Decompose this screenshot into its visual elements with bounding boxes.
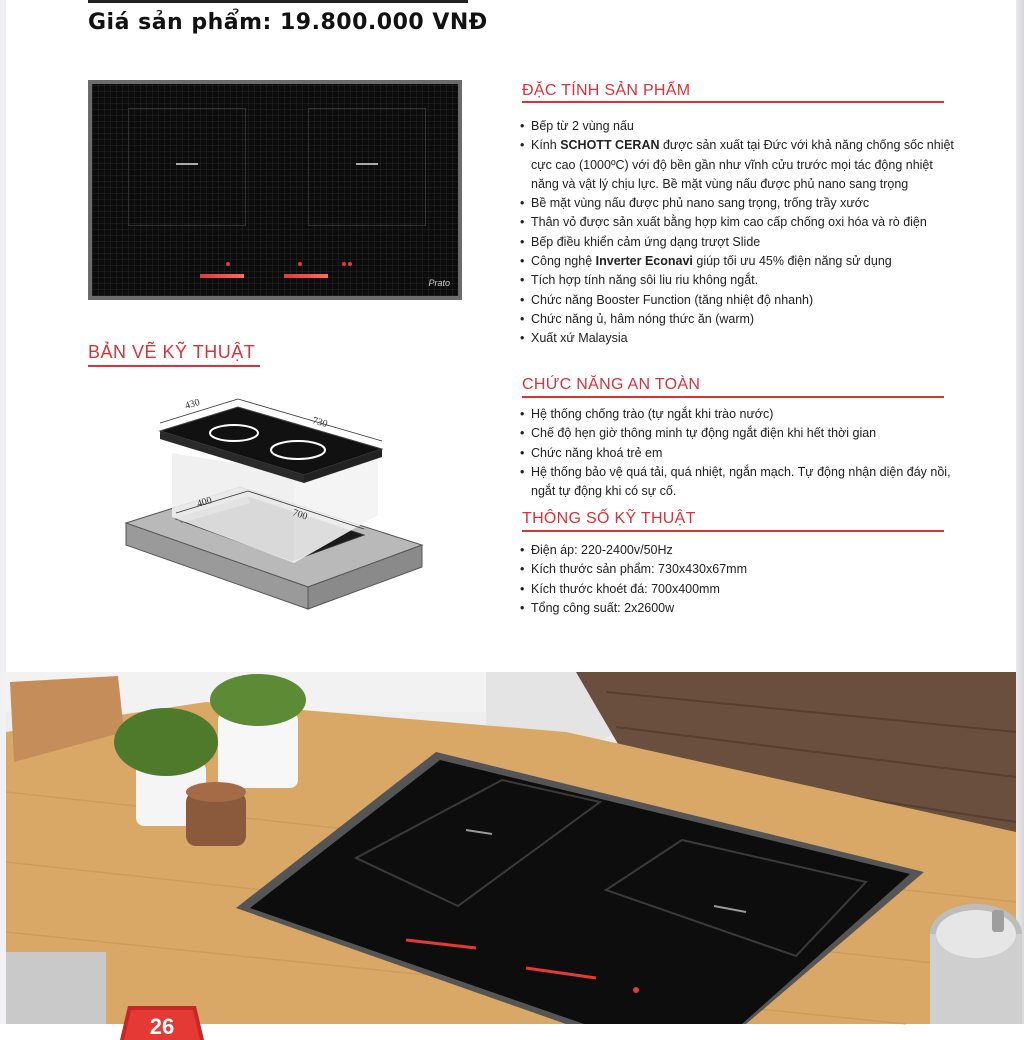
safety-list <box>518 405 958 501</box>
features-title-underline <box>522 101 944 103</box>
list-item: • Tổng công suất: 2x2600w <box>518 599 958 618</box>
list-item: • Thân vỏ được sản xuất bằng hợp kim cao cấp chống oxi hóa và rò điện <box>518 213 958 232</box>
list-item: • Xuất xứ Malaysia <box>518 329 958 348</box>
item-text: Công nghệ <box>531 254 596 269</box>
product-price: Giá sản phẩm: 19.800.000 VNĐ <box>88 10 488 35</box>
cooking-zone-left <box>128 108 246 226</box>
drawing-section-title: BẢN VẼ KỸ THUẬT <box>88 342 256 362</box>
features-list <box>518 117 958 349</box>
list-item: • Chức năng ủ, hâm nóng thức ăn (warm) <box>518 310 958 329</box>
list-item: • Chế độ hẹn giờ thông minh tự động ngắt điện khi hết thời gian <box>518 424 958 443</box>
dim-top-width: 730 <box>311 415 329 431</box>
list-item: • Chức năng khoá trẻ em <box>518 444 958 463</box>
item-text: được sản xuất tại Đức với khả năng chống sốc nhiệt cực cao (1000ºC) với độ bền gần như vĩnh cửu trước mọi tác động nhiệt năng và vật lý chịu lực. Bề mặt vùng nấu được phủ nano sang trọng <box>531 138 954 191</box>
list-item <box>518 252 958 271</box>
specs-title-underline <box>522 530 944 532</box>
list-item: • Bếp từ 2 vùng nấu <box>518 117 958 136</box>
specs-title: THÔNG SỐ KỸ THUẬT <box>522 510 696 527</box>
brand-logo: Prato <box>428 278 450 288</box>
cooking-zone-right <box>308 108 426 226</box>
list-item: • Điện áp: 220-2400v/50Hz <box>518 541 958 560</box>
list-item <box>518 136 958 194</box>
list-item: • Kích thước sản phẩm: 730x430x67mm <box>518 560 958 579</box>
item-text: giúp tối ưu 45% điện năng sử dụng <box>692 254 892 269</box>
page-edge-right <box>1016 0 1024 1024</box>
kitchen-lifestyle-photo <box>6 672 1016 1024</box>
drawing-title-underline <box>88 365 260 367</box>
list-item: • Kích thước khoét đá: 700x400mm <box>518 580 958 599</box>
slider-control-right <box>284 274 328 278</box>
item-emphasis: SCHOTT CERAN <box>560 138 660 153</box>
list-item: • Bề mặt vùng nấu được phủ nano sang trọng, trống trầy xước <box>518 194 958 213</box>
page-number-badge <box>114 1000 210 1040</box>
item-text: Kính <box>531 138 561 153</box>
top-rule <box>88 0 468 3</box>
list-item: • Hệ thống bảo vệ quá tải, quá nhiệt, ngắn mạch. Tự động nhận diện đáy nồi, ngắt tự động khi có sự cố. <box>518 463 958 502</box>
hob-product-photo <box>88 80 462 300</box>
dim-top-depth: 430 <box>183 396 202 412</box>
list-item: • Hệ thống chống trào (tự ngắt khi trào nước) <box>518 405 958 424</box>
safety-title: CHỨC NĂNG AN TOÀN <box>522 376 701 393</box>
list-item: • Chức năng Booster Function (tăng nhiệt độ nhanh) <box>518 291 958 310</box>
page-number: 26 <box>149 1014 175 1039</box>
dim-cut-width: 700 <box>291 507 309 523</box>
features-title: ĐẶC TÍNH SẢN PHẨM <box>522 82 691 99</box>
slider-control-left <box>200 274 244 278</box>
hob-glass-surface <box>92 84 458 296</box>
list-item: • Tích hợp tính năng sôi liu riu không ngắt. <box>518 271 958 290</box>
technical-drawing <box>120 395 430 635</box>
specs-list <box>518 541 958 618</box>
safety-title-underline <box>522 396 944 398</box>
item-emphasis: Inverter Econavi <box>595 254 693 269</box>
list-item: • Bếp điều khiển cảm ứng dạng trượt Slide <box>518 233 958 252</box>
dim-cut-depth: 400 <box>195 494 214 510</box>
